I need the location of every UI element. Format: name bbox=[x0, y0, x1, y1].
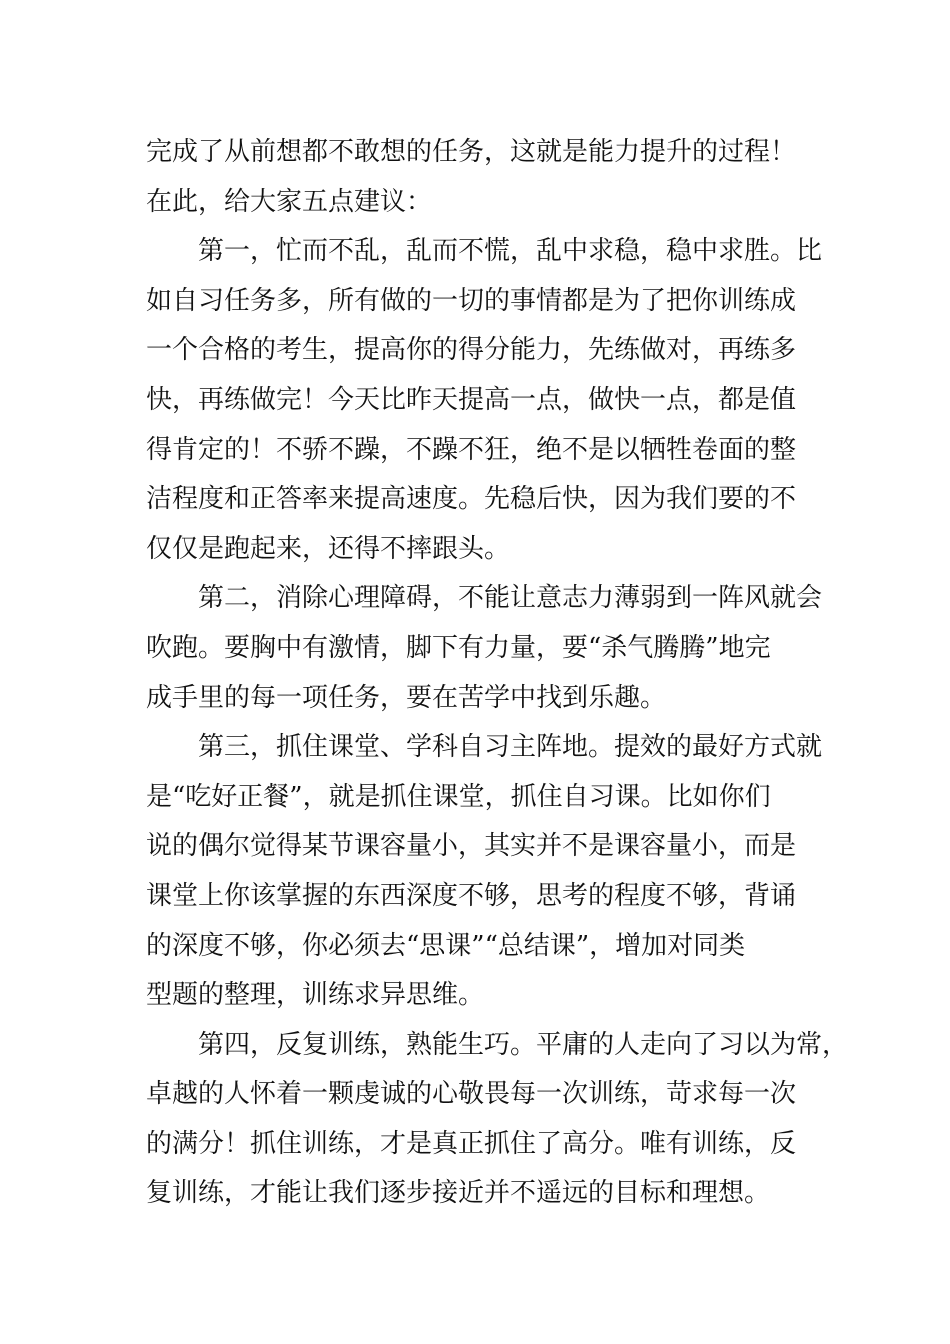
text-line: 复训练，才能让我们逐步接近并不遥远的目标和理想。 bbox=[146, 1178, 771, 1209]
text-line: 吹跑。要胸中有激情，脚下有力量，要“杀气腾腾”地完 bbox=[146, 632, 771, 663]
text-line: 卓越的人怀着一颗虔诚的心敬畏每一次训练，苛求每一次 bbox=[146, 1079, 797, 1110]
text-line: 第三，抓住课堂、学科自习主阵地。提效的最好方式就 bbox=[146, 732, 823, 763]
text-line: 完成了从前想都不敢想的任务，这就是能力提升的过程！ bbox=[146, 137, 797, 167]
body-text bbox=[146, 128, 849, 1219]
text-line: 第一，忙而不乱，乱而不慌，乱中求稳，稳中求胜。比 bbox=[146, 236, 823, 267]
text-line: 第二，消除心理障碍，不能让意志力薄弱到一阵风就会 bbox=[146, 583, 823, 614]
text-line: 得肯定的！不骄不躁，不躁不狂，绝不是以牺牲卷面的整 bbox=[146, 434, 797, 465]
text-line: 课堂上你该掌握的东西深度不够，思考的程度不够，背诵 bbox=[146, 880, 797, 911]
text-line: 第四，反复训练，熟能生巧。平庸的人走向了习以为常， bbox=[146, 1029, 849, 1060]
text-line: 说的偶尔觉得某节课容量小，其实并不是课容量小，而是 bbox=[146, 831, 797, 862]
text-line: 的满分！抓住训练，才是真正抓住了高分。唯有训练，反 bbox=[146, 1128, 797, 1159]
text-line: 洁程度和正答率来提高速度。先稳后快，因为我们要的不 bbox=[146, 484, 797, 515]
text-line: 是“吃好正餐”，就是抓住课堂，抓住自习课。比如你们 bbox=[146, 781, 771, 812]
text-line: 一个合格的考生，提高你的得分能力，先练做对，再练多 bbox=[146, 335, 797, 366]
text-line: 在此，给大家五点建议： bbox=[146, 186, 433, 217]
text-line: 如自习任务多，所有做的一切的事情都是为了把你训练成 bbox=[146, 285, 797, 316]
text-line: 仅仅是跑起来，还得不摔跟头。 bbox=[146, 533, 511, 564]
text-line: 成手里的每一项任务，要在苦学中找到乐趣。 bbox=[146, 682, 667, 713]
text-line: 快，再练做完！今天比昨天提高一点，做快一点，都是值 bbox=[146, 384, 797, 415]
text-line: 型题的整理，训练求异思维。 bbox=[146, 980, 485, 1011]
text-line: 的深度不够，你必须去“思课”“总结课”，增加对同类 bbox=[146, 930, 746, 961]
